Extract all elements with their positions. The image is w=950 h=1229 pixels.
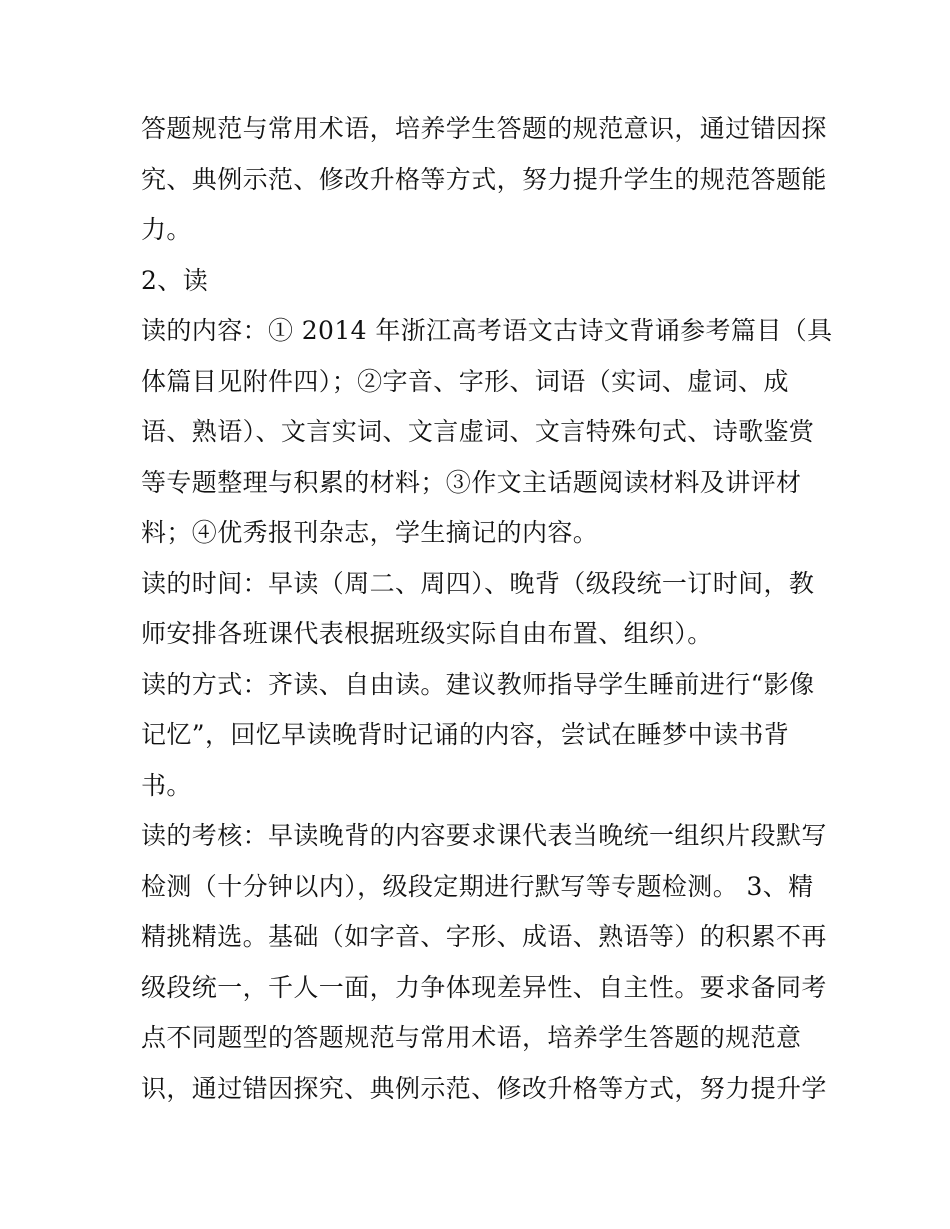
text-line: 读的方式：齐读、自由读。建议教师指导学生睡前进行“影像 <box>141 670 815 699</box>
text-line: 力。 <box>141 215 192 244</box>
text-line: 读的考核：早读晚背的内容要求课代表当晚统一组织片段默写 <box>141 821 827 850</box>
text-line: 级段统一，千人一面，力争体现差异性、自主性。要求备同考 <box>141 973 827 1002</box>
section-heading: 2、读 <box>141 266 209 295</box>
text-line: 点不同题型的答题规范与常用术语，培养学生答题的规范意 <box>141 1023 802 1052</box>
text-line: 读的内容：① 2014 年浙江高考语文古诗文背诵参考篇目（具 <box>141 316 833 345</box>
text-line: 识，通过错因探究、典例示范、修改升格等方式，努力提升学 <box>141 1074 827 1103</box>
text-line: 等专题整理与积累的材料；③作文主话题阅读材料及讲评材 <box>141 468 802 497</box>
text-line: 料；④优秀报刊杂志，学生摘记的内容。 <box>141 518 599 547</box>
text-line: 体篇目见附件四）；②字音、字形、词语（实词、虚词、成 <box>141 367 789 396</box>
text-line: 语、熟语）、文言实词、文言虚词、文言特殊句式、诗歌鉴赏 <box>141 417 815 446</box>
text-line: 师安排各班课代表根据班级实际自由布置、组织）。 <box>141 619 713 648</box>
text-line: 记忆”，回忆早读晚背时记诵的内容，尝试在睡梦中读书背 <box>141 720 790 749</box>
text-line: 检测（十分钟以内），级段定期进行默写等专题检测。 3、精 <box>141 872 814 901</box>
text-line: 答题规范与常用术语，培养学生答题的规范意识，通过错因探 <box>141 114 827 143</box>
text-line: 究、典例示范、修改升格等方式，努力提升学生的规范答题能 <box>141 165 827 194</box>
text-line: 书。 <box>141 771 192 800</box>
text-line: 精挑精选。基础（如字音、字形、成语、熟语等）的积累不再 <box>141 922 827 951</box>
text-line: 读的时间：早读（周二、周四）、晚背（级段统一订时间，教 <box>141 569 815 598</box>
